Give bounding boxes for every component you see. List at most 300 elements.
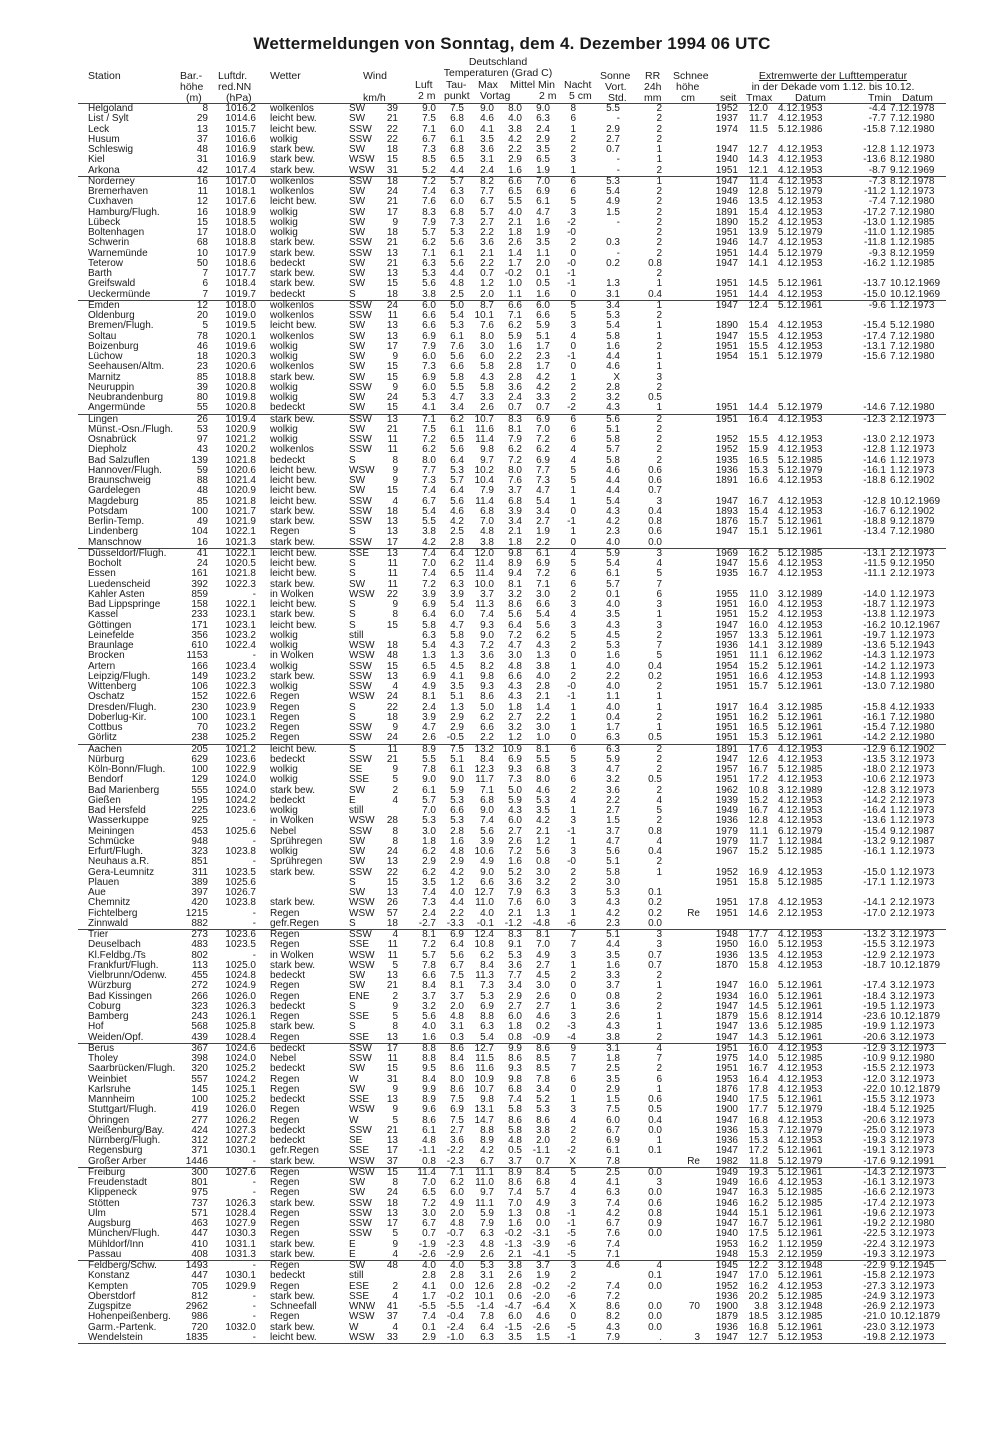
cell-max-vortag: 6.3 bbox=[480, 1228, 494, 1240]
cell-seit: 1951 bbox=[715, 907, 738, 919]
cell-wetter: wolkenlos bbox=[270, 444, 314, 456]
cell-min-5cm: 1 bbox=[570, 1000, 576, 1012]
station-group bbox=[78, 300, 946, 414]
cell-min-2m: 0.7 bbox=[536, 1155, 550, 1167]
cell-wind-dir: SSE bbox=[349, 939, 370, 951]
cell-datum-max: 2.12.1953 bbox=[778, 907, 823, 919]
cell-wetter: wolkenlos bbox=[270, 361, 314, 373]
cell-tmin: -13.2 bbox=[863, 929, 886, 940]
cell-taupunkt: 5.5 bbox=[450, 381, 464, 393]
cell-datum-max: 4.12.1953 bbox=[778, 475, 823, 486]
cell-seit: 1967 bbox=[715, 846, 738, 857]
cell-station: Nürnberg/Flugh. bbox=[88, 1135, 161, 1146]
cell-min-2m: 3.0 bbox=[536, 588, 550, 600]
cell-min-5cm: -1 bbox=[567, 278, 576, 290]
cell-rr: 5 bbox=[656, 805, 662, 816]
cell-wind-dir: S bbox=[349, 568, 356, 580]
cell-datum-max: 5.12.1961 bbox=[778, 711, 823, 723]
cell-wind-dir: SSW bbox=[349, 495, 372, 507]
cell-tmax: 16.7 bbox=[748, 568, 768, 580]
cell-datum-min: 5.12.1943 bbox=[890, 640, 935, 651]
cell-tmax: 12.2 bbox=[748, 1260, 768, 1271]
cell-taupunkt: 2.8 bbox=[450, 1270, 464, 1282]
cell-wind-dir: SSW bbox=[349, 175, 372, 187]
cell-sonne: 4.4 bbox=[606, 475, 620, 486]
cell-min-5cm: 2 bbox=[570, 866, 576, 878]
cell-seit: 1940 bbox=[715, 1094, 738, 1105]
cell-tmin: -13.7 bbox=[863, 278, 886, 290]
cell-rr: 0.0 bbox=[648, 1301, 662, 1312]
cell-min-2m: 9.0 bbox=[536, 103, 550, 114]
cell-tmax: 14.1 bbox=[748, 257, 768, 269]
cell-bar-hoehe: 129 bbox=[191, 774, 208, 786]
cell-bar-hoehe: 737 bbox=[191, 1197, 208, 1209]
cell-taupunkt: 2.5 bbox=[450, 288, 464, 300]
cell-tmin: -23.6 bbox=[863, 1011, 886, 1022]
cell-min-2m: 8.1 bbox=[536, 929, 550, 940]
cell-mittel: 5.9 bbox=[508, 794, 522, 806]
cell-luft-2m: 6.0 bbox=[422, 381, 436, 393]
cell-min-5cm: 1 bbox=[570, 164, 576, 176]
cell-sonne: 5.4 bbox=[606, 558, 620, 569]
cell-seit: 1947 bbox=[715, 1031, 738, 1043]
cell-wetter: in Wolken bbox=[270, 588, 314, 600]
cell-station: Wittenberg bbox=[88, 681, 137, 692]
cell-wind-dir: S bbox=[349, 526, 356, 538]
cell-datum-min: 3.12.1973 bbox=[890, 1177, 935, 1188]
cell-luftdruck: 1022.1 bbox=[225, 526, 256, 538]
cell-rr: 2 bbox=[656, 815, 662, 827]
cell-tmin: -15.8 bbox=[863, 1270, 886, 1282]
cell-luft-2m: 6.7 bbox=[422, 495, 436, 507]
cell-min-2m: 3.0 bbox=[536, 722, 550, 733]
cell-wetter: wolkig bbox=[270, 381, 298, 393]
cell-datum-min: 2.12.1973 bbox=[890, 413, 935, 425]
cell-min-2m: 2.6 bbox=[536, 990, 550, 1002]
cell-wetter: gefr.Regen bbox=[270, 917, 319, 929]
cell-wind-speed: 15 bbox=[386, 876, 398, 888]
cell-station: Kl.Feldbg./Ts bbox=[88, 949, 146, 961]
table-row bbox=[78, 816, 946, 826]
cell-sonne: 5.3 bbox=[606, 175, 620, 187]
cell-tmax: 13.5 bbox=[748, 949, 768, 961]
cell-station: Kempten bbox=[88, 1280, 129, 1292]
cell-datum-max: 5.12.1961 bbox=[778, 1145, 823, 1157]
cell-wind-speed: 22 bbox=[386, 123, 398, 135]
cell-rr: 1 bbox=[656, 691, 662, 703]
cell-taupunkt: 8.1 bbox=[450, 980, 464, 992]
cell-station: Oldenburg bbox=[88, 310, 135, 321]
cell-luftdruck: - bbox=[252, 949, 256, 961]
cell-sonne: - bbox=[616, 164, 620, 176]
cell-bar-hoehe: 104 bbox=[191, 526, 208, 538]
cell-wetter: wolkenlos bbox=[270, 186, 314, 197]
cell-wind-speed: 8 bbox=[392, 825, 398, 837]
cell-min-5cm: 2 bbox=[570, 1124, 576, 1136]
cell-tmin: -15.6 bbox=[863, 351, 886, 362]
cell-datum-max: 5.12.1961 bbox=[778, 516, 823, 527]
header-datum-max: Datum bbox=[795, 92, 826, 104]
header-max: Max bbox=[478, 79, 498, 91]
cell-mittel: 8.0 bbox=[508, 464, 522, 476]
cell-mittel: 6.8 bbox=[508, 1083, 522, 1095]
cell-luft-2m: 7.2 bbox=[422, 578, 436, 590]
cell-min-5cm: -1 bbox=[567, 1207, 576, 1219]
cell-seit: 1951 bbox=[715, 599, 738, 610]
cell-wind-dir: SW bbox=[349, 970, 366, 981]
cell-datum-min: 7.12.1980 bbox=[890, 681, 935, 692]
cell-mittel: -1.2 bbox=[504, 917, 522, 929]
cell-tmin: -9.3 bbox=[868, 247, 886, 259]
cell-tmax: 11.5 bbox=[749, 123, 768, 135]
cell-rr: 0.4 bbox=[648, 846, 662, 857]
cell-min-2m: 3.5 bbox=[536, 144, 550, 155]
cell-bar-hoehe: 166 bbox=[191, 660, 208, 672]
cell-tmax: 14.6 bbox=[748, 907, 768, 919]
cell-tmax: 17.2 bbox=[748, 1145, 768, 1157]
cell-taupunkt: 7.3 bbox=[450, 216, 464, 228]
cell-max-vortag: 3.3 bbox=[480, 392, 494, 403]
cell-rr: 2 bbox=[656, 454, 662, 466]
cell-luftdruck: 1023.8 bbox=[225, 846, 256, 857]
cell-luft-2m: 3.0 bbox=[422, 1207, 436, 1219]
cell-max-vortag: 7.7 bbox=[480, 186, 494, 197]
cell-min-5cm: 6 bbox=[570, 774, 576, 786]
cell-wetter: leicht bew. bbox=[270, 113, 317, 125]
cell-rr: 1 bbox=[656, 722, 662, 733]
header-bar-unit: (m) bbox=[186, 92, 202, 104]
cell-luft-2m: 4.8 bbox=[422, 1135, 436, 1146]
cell-min-2m: 3.7 bbox=[536, 1260, 550, 1271]
cell-luftdruck: 1025.8 bbox=[225, 1021, 256, 1033]
cell-wind-speed: 17 bbox=[386, 206, 398, 218]
cell-luftdruck: 1023.2 bbox=[225, 629, 256, 641]
cell-sonne: 4.3 bbox=[606, 619, 620, 631]
cell-min-5cm: 3 bbox=[570, 846, 576, 857]
cell-sonne: 5.1 bbox=[606, 856, 620, 868]
cell-bar-hoehe: 7 bbox=[202, 288, 208, 300]
cell-min-2m: 5.4 bbox=[536, 495, 550, 507]
cell-seit: 1947 bbox=[715, 1270, 738, 1282]
cell-wind-dir: S bbox=[349, 876, 356, 888]
cell-wetter: bedeckt bbox=[270, 1042, 306, 1054]
cell-min-2m: 5.5 bbox=[536, 753, 550, 765]
cell-max-vortag: 4.8 bbox=[480, 1238, 494, 1250]
cell-datum-max: 5.12.1979 bbox=[778, 351, 823, 362]
cell-mittel: 6.5 bbox=[508, 186, 522, 197]
cell-wind-dir: S bbox=[349, 609, 356, 621]
cell-tmax: 14.3 bbox=[748, 154, 768, 166]
cell-datum-min: 1.12.1985 bbox=[890, 227, 935, 238]
cell-min-5cm: -3 bbox=[567, 1021, 576, 1033]
cell-datum-min: 2.12.1973 bbox=[890, 1063, 935, 1075]
cell-luftdruck: 1020.3 bbox=[225, 351, 256, 362]
cell-taupunkt: 0.0 bbox=[450, 1280, 464, 1292]
cell-mittel: 9.3 bbox=[508, 1063, 522, 1075]
cell-min-5cm: 3 bbox=[570, 887, 576, 898]
cell-max-vortag: 3.7 bbox=[480, 588, 494, 600]
cell-sonne: 5.4 bbox=[606, 320, 620, 332]
cell-min-2m: 1.9 bbox=[536, 1270, 550, 1282]
cell-wind-dir: SW bbox=[349, 144, 366, 155]
cell-mittel: 3.2 bbox=[508, 588, 522, 600]
cell-bar-hoehe: 139 bbox=[191, 454, 208, 466]
cell-taupunkt: -0.7 bbox=[446, 1228, 464, 1240]
cell-taupunkt: 5.4 bbox=[450, 599, 464, 610]
cell-min-5cm: 6 bbox=[570, 186, 576, 197]
cell-mittel: 2.9 bbox=[508, 154, 522, 166]
cell-wind-speed: 13 bbox=[386, 1207, 398, 1219]
cell-station: Soltau bbox=[88, 330, 117, 342]
cell-tmax: 17.2 bbox=[748, 774, 768, 786]
cell-min-2m: -0.9 bbox=[532, 1031, 550, 1043]
cell-tmax: 17.5 bbox=[748, 1228, 768, 1240]
cell-wind-dir: SW bbox=[349, 1187, 366, 1199]
cell-tmin: -16.2 bbox=[863, 619, 886, 631]
cell-wetter: Regen bbox=[270, 929, 300, 940]
cell-tmin: -16.6 bbox=[863, 1187, 886, 1199]
cell-datum-max: 4.12.1953 bbox=[778, 413, 823, 425]
cell-mittel: 6.2 bbox=[508, 320, 522, 332]
cell-wind-speed: 37 bbox=[386, 1311, 398, 1323]
cell-luft-2m: 6.6 bbox=[422, 970, 436, 981]
cell-luft-2m: -2.6 bbox=[418, 1248, 436, 1260]
cell-wind-speed: 4 bbox=[392, 681, 398, 692]
cell-wetter: Sprühregen bbox=[270, 856, 323, 868]
cell-max-vortag: 7.0 bbox=[480, 516, 494, 527]
cell-seit: 1870 bbox=[715, 959, 738, 971]
cell-wetter: leicht bew. bbox=[270, 475, 317, 486]
cell-tmax: 16.2 bbox=[748, 1197, 768, 1209]
cell-wind-dir: S bbox=[349, 1021, 356, 1033]
cell-max-vortag: 6.8 bbox=[480, 505, 494, 517]
cell-datum-min: 7.12.1980 bbox=[890, 113, 935, 125]
cell-datum-max: 6.12.1962 bbox=[778, 650, 823, 662]
cell-wetter: wolkig bbox=[270, 351, 298, 362]
cell-tmax: 16.2 bbox=[748, 1280, 768, 1292]
cell-seit: 1947 bbox=[715, 1187, 738, 1199]
cell-mittel: 5.3 bbox=[508, 949, 522, 961]
table-row bbox=[78, 527, 946, 537]
cell-luft-2m: 8.1 bbox=[422, 929, 436, 940]
cell-datum-max: 5.12.1961 bbox=[778, 1321, 823, 1333]
cell-datum-min: 4.12.1933 bbox=[890, 701, 935, 713]
cell-seit: 1936 bbox=[715, 815, 738, 827]
cell-min-2m: 4.0 bbox=[536, 670, 550, 682]
cell-station: Brocken bbox=[88, 650, 125, 662]
cell-wetter: bedeckt bbox=[270, 1124, 306, 1136]
cell-mittel: 4.2 bbox=[508, 133, 522, 145]
cell-luftdruck: 1028.4 bbox=[225, 1031, 256, 1043]
cell-min-5cm: 3 bbox=[570, 1260, 576, 1271]
cell-mittel: 7.7 bbox=[508, 970, 522, 981]
cell-wetter: Nebel bbox=[270, 825, 297, 837]
cell-luftdruck: 1021.4 bbox=[225, 475, 256, 486]
cell-datum-min: 3.12.1973 bbox=[890, 1321, 935, 1333]
cell-min-5cm: 0 bbox=[570, 1311, 576, 1323]
cell-min-5cm: 1 bbox=[570, 660, 576, 672]
cell-tmax: 16.6 bbox=[748, 1177, 768, 1188]
header-tau: Tau- bbox=[446, 79, 467, 91]
cell-sonne: 5.8 bbox=[606, 434, 620, 445]
cell-datum-max: 4.12.1953 bbox=[778, 568, 823, 580]
cell-luftdruck: 1026.0 bbox=[225, 990, 256, 1002]
cell-min-2m: 3.0 bbox=[536, 980, 550, 992]
cell-luftdruck: 1020.1 bbox=[225, 330, 256, 342]
cell-tmin: -7.4 bbox=[868, 196, 886, 208]
cell-taupunkt: 4.2 bbox=[450, 516, 464, 527]
cell-min-5cm: -1 bbox=[567, 691, 576, 703]
cell-tmin: -13.8 bbox=[863, 609, 886, 621]
cell-datum-max: 4.12.1953 bbox=[778, 103, 823, 114]
cell-max-vortag: 10.2 bbox=[474, 464, 494, 476]
cell-datum-max: 3.12.1989 bbox=[778, 588, 823, 600]
cell-tmax: 16.0 bbox=[748, 1042, 768, 1054]
cell-bar-hoehe: 161 bbox=[191, 568, 208, 580]
cell-datum-min: 9.12.1987 bbox=[890, 835, 935, 847]
cell-bar-hoehe: 48 bbox=[196, 144, 208, 155]
cell-luft-2m: 3.8 bbox=[422, 526, 436, 538]
cell-mittel: 0.7 bbox=[508, 402, 522, 414]
cell-mittel: 3.7 bbox=[508, 485, 522, 497]
cell-mittel: 5.6 bbox=[508, 609, 522, 621]
cell-luft-2m: 0.7 bbox=[422, 1228, 436, 1240]
cell-bar-hoehe: 557 bbox=[191, 1073, 208, 1085]
cell-min-5cm: 5 bbox=[570, 558, 576, 569]
cell-datum-max: 4.12.1953 bbox=[778, 154, 823, 166]
cell-rr: 0.6 bbox=[648, 475, 662, 486]
cell-taupunkt: 9.0 bbox=[450, 774, 464, 786]
cell-luft-2m: 3.0 bbox=[422, 825, 436, 837]
cell-wind-dir: SW bbox=[349, 351, 366, 362]
cell-station: Neubrandenburg bbox=[88, 392, 164, 403]
cell-luft-2m: 7.7 bbox=[422, 464, 436, 476]
cell-min-2m: 1.7 bbox=[536, 361, 550, 373]
cell-wind-speed: 15 bbox=[386, 660, 398, 672]
cell-datum-max: 5.12.1985 bbox=[778, 1290, 823, 1302]
cell-min-5cm: 6 bbox=[570, 175, 576, 187]
cell-max-vortag: 6.4 bbox=[480, 1321, 494, 1333]
cell-wind-speed: 33 bbox=[386, 1331, 398, 1343]
cell-min-2m: 6.9 bbox=[536, 186, 550, 197]
cell-tmax: 16.7 bbox=[748, 495, 768, 507]
cell-tmin: -12.8 bbox=[863, 784, 886, 796]
cell-datum-min: 3.12.1973 bbox=[890, 1031, 935, 1043]
cell-seit: 1946 bbox=[715, 196, 738, 208]
cell-min-2m: 3.5 bbox=[536, 237, 550, 249]
cell-min-5cm: 0 bbox=[570, 288, 576, 300]
cell-luft-2m: 8.6 bbox=[422, 1114, 436, 1126]
cell-max-vortag: 6.7 bbox=[480, 1155, 494, 1167]
cell-bar-hoehe: 320 bbox=[191, 1063, 208, 1075]
cell-bar-hoehe: 323 bbox=[191, 1000, 208, 1012]
cell-taupunkt: 7.6 bbox=[450, 340, 464, 352]
cell-max-vortag: 11.5 bbox=[475, 1053, 494, 1064]
cell-max-vortag: 9.7 bbox=[480, 454, 494, 466]
cell-station: Wendelstein bbox=[88, 1331, 143, 1343]
cell-luftdruck: 1023.8 bbox=[225, 897, 256, 909]
cell-max-vortag: 10.6 bbox=[474, 846, 494, 857]
cell-mittel: -0.2 bbox=[504, 268, 522, 279]
cell-min-2m: 3.2 bbox=[536, 876, 550, 888]
cell-max-vortag: 11.4 bbox=[475, 568, 494, 580]
cell-wind-speed: 5 bbox=[392, 1011, 398, 1022]
cell-seit: 1957 bbox=[715, 764, 738, 775]
cell-taupunkt: 2.7 bbox=[450, 1124, 464, 1136]
cell-wind-dir: WSW bbox=[349, 949, 375, 961]
cell-taupunkt: 7.5 bbox=[450, 1094, 464, 1105]
cell-max-vortag: 3.5 bbox=[480, 133, 494, 145]
cell-datum-min: 1.12.1973 bbox=[890, 1021, 935, 1033]
cell-bar-hoehe: 447 bbox=[191, 1270, 208, 1282]
cell-seit: 1947 bbox=[715, 1000, 738, 1012]
cell-datum-max: 5.12.1985 bbox=[778, 846, 823, 857]
station-group bbox=[78, 103, 946, 176]
cell-bar-hoehe: 85 bbox=[196, 371, 208, 383]
cell-wind-speed: 13 bbox=[386, 1135, 398, 1146]
cell-wind-speed: 13 bbox=[386, 1094, 398, 1105]
cell-tmax: 16.9 bbox=[748, 866, 768, 878]
cell-sonne: 6.7 bbox=[606, 1124, 620, 1136]
cell-luft-2m: 7.0 bbox=[422, 558, 436, 569]
cell-datum-min: 3.12.1973 bbox=[890, 1094, 935, 1105]
cell-taupunkt: 3.4 bbox=[450, 402, 464, 414]
table-row bbox=[78, 1312, 946, 1322]
cell-tmax: 15.2 bbox=[748, 609, 768, 621]
cell-wind-dir: S bbox=[349, 454, 356, 466]
cell-tmin: -13.2 bbox=[863, 835, 886, 847]
cell-wind-dir: S bbox=[349, 599, 356, 610]
cell-bar-hoehe: 59 bbox=[196, 464, 208, 476]
cell-rr: 0.0 bbox=[648, 1228, 662, 1240]
cell-wind-speed: 22 bbox=[386, 866, 398, 878]
cell-datum-max: 5.12.1961 bbox=[778, 629, 823, 641]
cell-bar-hoehe: 88 bbox=[196, 475, 208, 486]
cell-luft-2m: 7.4 bbox=[422, 887, 436, 898]
cell-datum-min: 1.12.1973 bbox=[890, 444, 935, 456]
cell-tmax: 13.9 bbox=[748, 227, 768, 238]
cell-rr: 2 bbox=[656, 310, 662, 321]
table-row bbox=[78, 114, 946, 124]
cell-datum-max: 4.12.1953 bbox=[778, 794, 823, 806]
cell-wetter: stark bew. bbox=[270, 237, 316, 249]
cell-luftdruck: 1028.4 bbox=[225, 1207, 256, 1219]
cell-min-2m: 4.6 bbox=[536, 1011, 550, 1022]
cell-tmax: 16.0 bbox=[748, 599, 768, 610]
cell-sonne: 1.5 bbox=[606, 206, 620, 218]
cell-sonne: 7.1 bbox=[606, 1248, 620, 1260]
cell-sonne: 5.3 bbox=[606, 310, 620, 321]
cell-max-vortag: 11.1 bbox=[475, 1166, 494, 1178]
cell-sonne: 2.7 bbox=[606, 805, 620, 816]
cell-max-vortag: 8.8 bbox=[480, 1124, 494, 1136]
cell-mittel: 7.9 bbox=[508, 887, 522, 898]
cell-station: Norderney bbox=[88, 175, 135, 187]
cell-tmin: -27.3 bbox=[863, 1280, 886, 1292]
cell-bar-hoehe: 50 bbox=[196, 257, 208, 269]
cell-max-vortag: 10.7 bbox=[474, 413, 494, 425]
header-wetter: Wetter bbox=[270, 70, 301, 82]
cell-tmin: -15.4 bbox=[863, 320, 886, 332]
cell-datum-max: 5.12.1961 bbox=[778, 1094, 823, 1105]
cell-luftdruck: 1020.8 bbox=[225, 402, 256, 414]
cell-luft-2m: 3.9 bbox=[422, 711, 436, 723]
cell-datum-min: 1.12.1973 bbox=[890, 846, 935, 857]
cell-min-5cm: -0 bbox=[567, 856, 576, 868]
cell-tmax: 11.7 bbox=[749, 835, 768, 847]
cell-max-vortag: 9.8 bbox=[480, 1094, 494, 1105]
cell-min-5cm: 1 bbox=[570, 959, 576, 971]
